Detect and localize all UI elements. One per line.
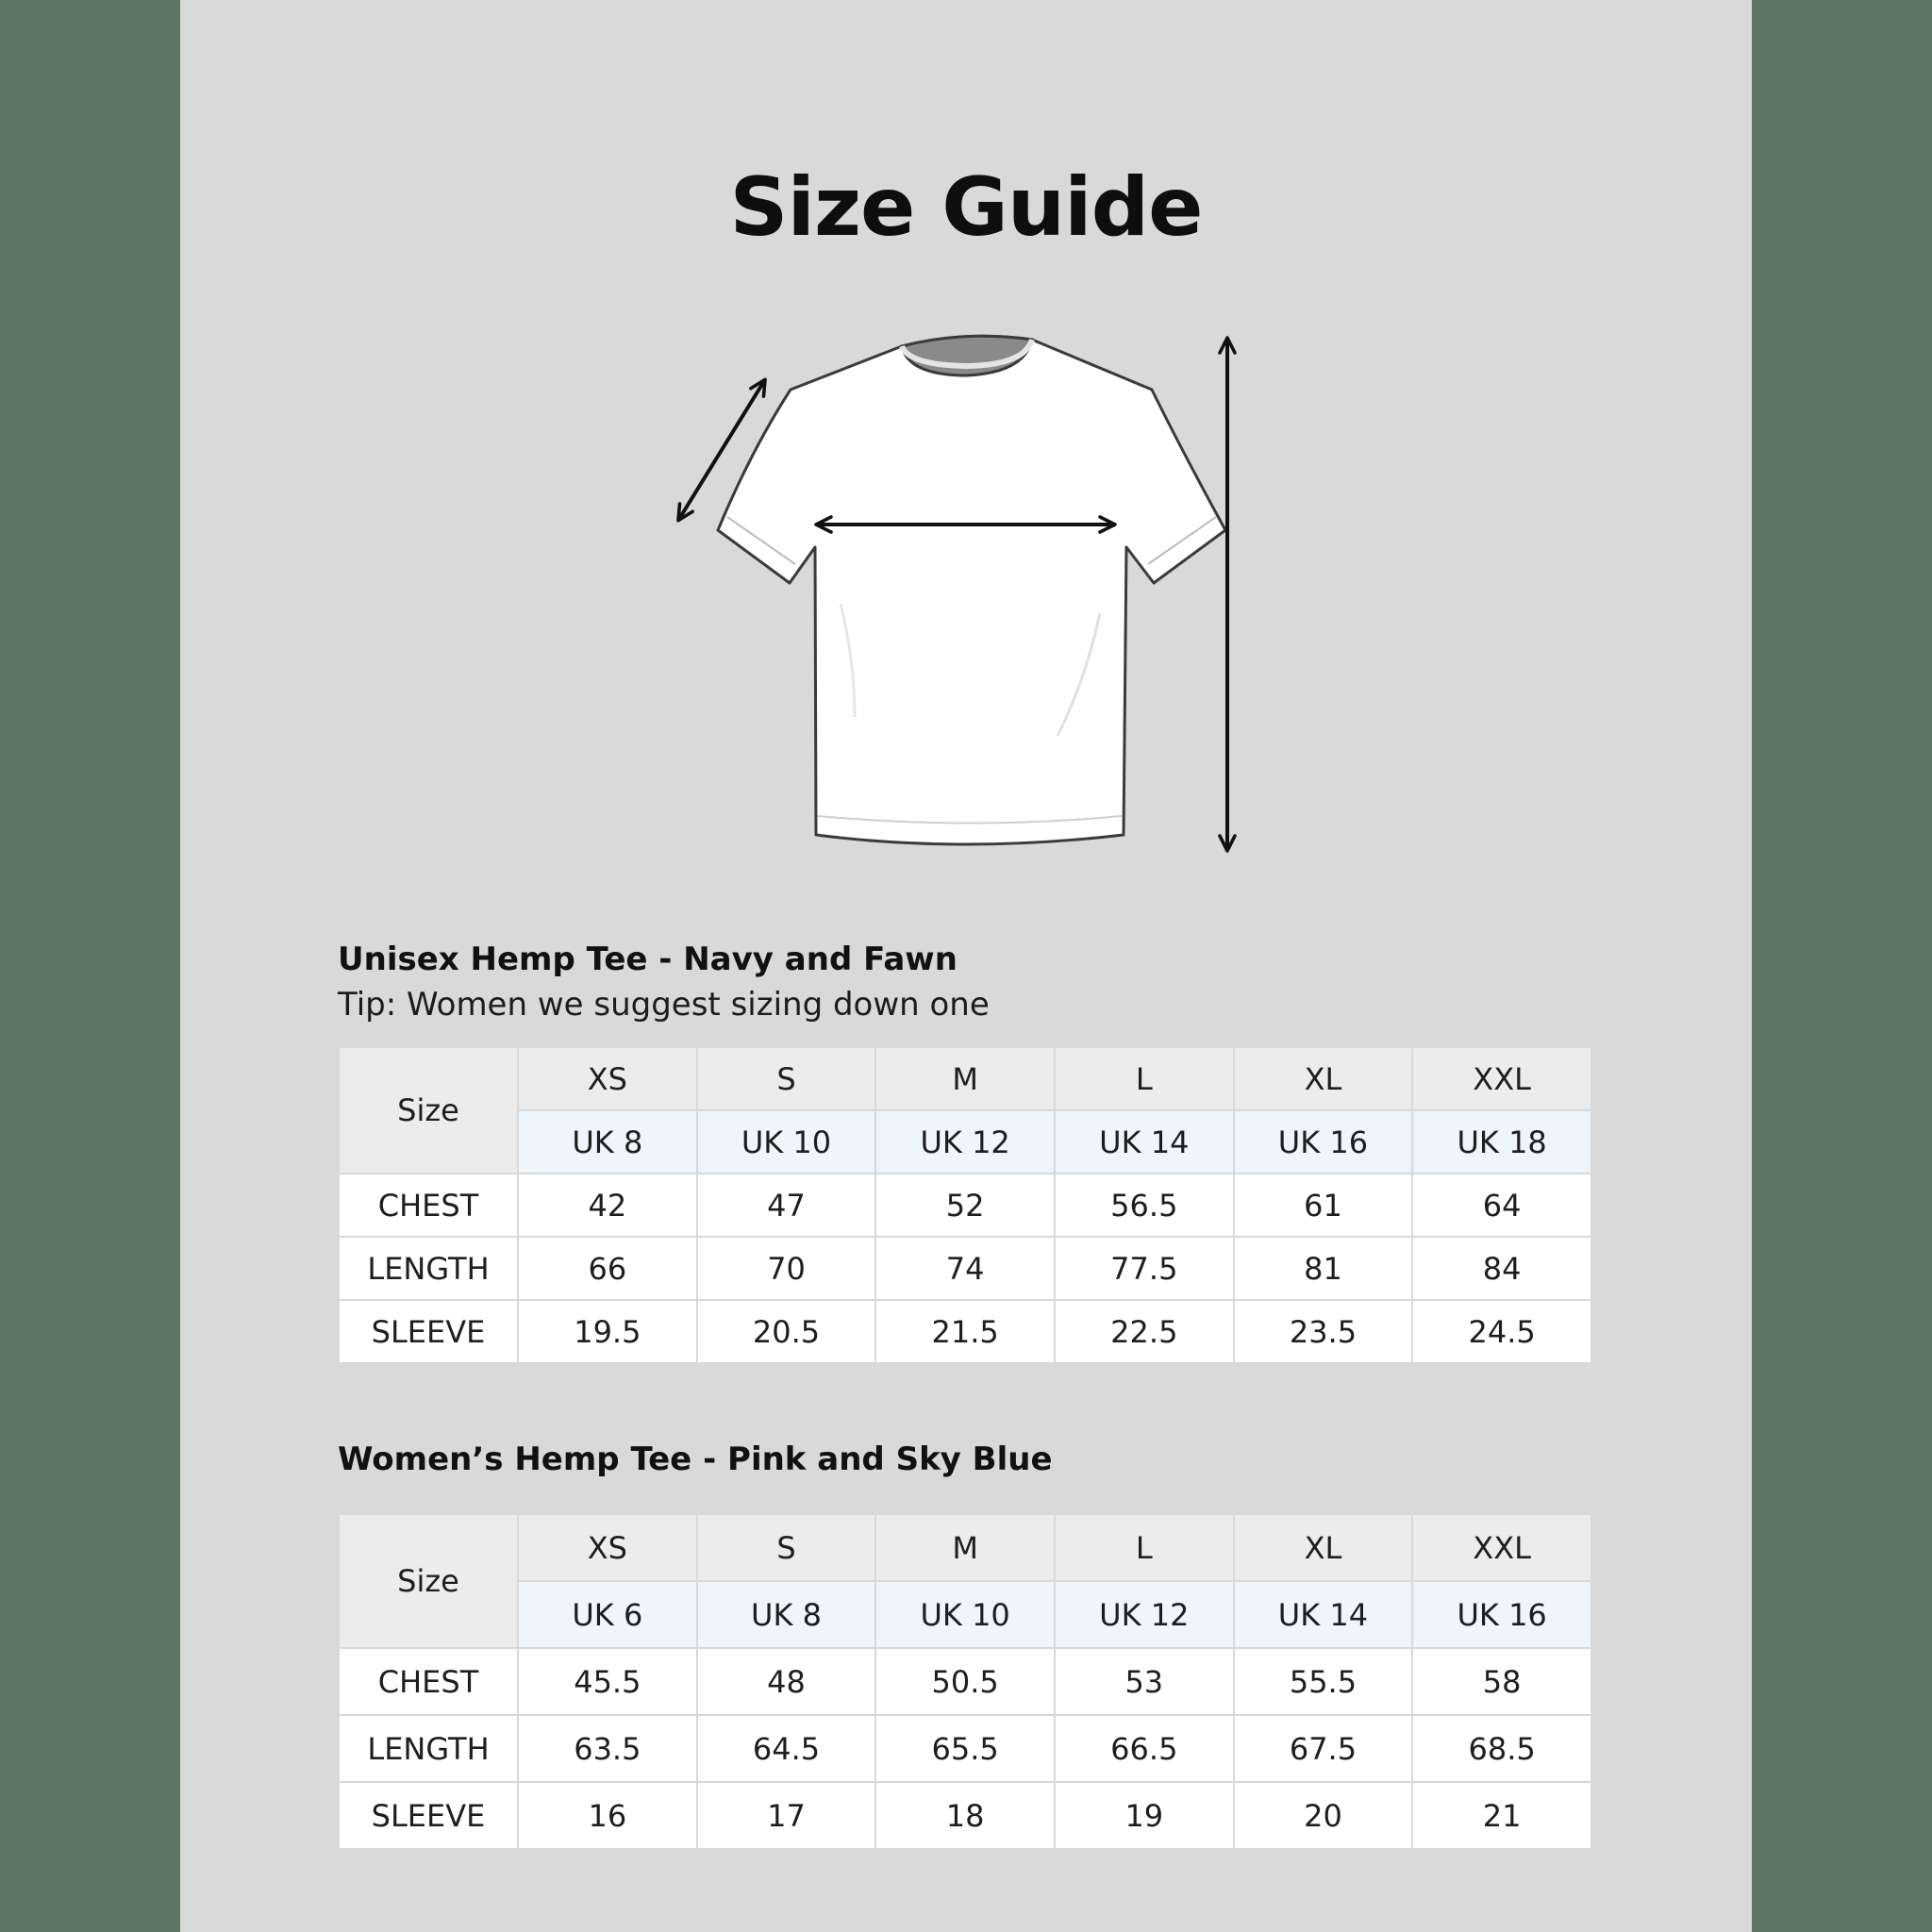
value-cell: 64.5	[697, 1715, 876, 1782]
value-cell: 20.5	[697, 1300, 876, 1363]
uk-size-cell: UK 12	[1055, 1581, 1234, 1648]
table-row	[339, 1782, 1591, 1849]
value-cell: 47	[697, 1174, 876, 1237]
size-cell: M	[875, 1514, 1055, 1581]
value-cell: 21	[1412, 1782, 1591, 1849]
value-cell: 24.5	[1412, 1300, 1591, 1363]
value-cell: 70	[697, 1237, 876, 1300]
size-guide-panel	[180, 0, 1752, 1932]
uk-size-cell: UK 12	[875, 1110, 1055, 1174]
row-label: SLEEVE	[339, 1782, 518, 1849]
size-cell: XS	[518, 1047, 697, 1110]
size-cell: XL	[1234, 1514, 1413, 1581]
value-cell: 42	[518, 1174, 697, 1237]
row-label: SLEEVE	[339, 1300, 518, 1363]
uk-size-cell: UK 16	[1412, 1581, 1591, 1648]
value-cell: 67.5	[1234, 1715, 1413, 1782]
value-cell: 61	[1234, 1174, 1413, 1237]
value-cell: 21.5	[875, 1300, 1055, 1363]
size-header-cell: Size	[339, 1514, 518, 1648]
size-cell: S	[697, 1514, 876, 1581]
uk-size-cell: UK 18	[1412, 1110, 1591, 1174]
value-cell: 53	[1055, 1648, 1234, 1715]
value-cell: 81	[1234, 1237, 1413, 1300]
size-header-cell: Size	[339, 1047, 518, 1174]
value-cell: 74	[875, 1237, 1055, 1300]
unisex-section-title: Unisex Hemp Tee - Navy and Fawn	[338, 941, 958, 978]
value-cell: 66	[518, 1237, 697, 1300]
uk-size-cell: UK 8	[518, 1110, 697, 1174]
value-cell: 23.5	[1234, 1300, 1413, 1363]
table-row	[339, 1174, 1591, 1237]
value-cell: 18	[875, 1782, 1055, 1849]
uk-size-cell: UK 16	[1234, 1110, 1413, 1174]
womens-section-title: Women’s Hemp Tee - Pink and Sky Blue	[338, 1441, 1053, 1478]
value-cell: 52	[875, 1174, 1055, 1237]
value-cell: 55.5	[1234, 1648, 1413, 1715]
value-cell: 68.5	[1412, 1715, 1591, 1782]
table-row	[339, 1237, 1591, 1300]
value-cell: 17	[697, 1782, 876, 1849]
uk-size-cell: UK 6	[518, 1581, 697, 1648]
value-cell: 64	[1412, 1174, 1591, 1237]
value-cell: 63.5	[518, 1715, 697, 1782]
value-cell: 19.5	[518, 1300, 697, 1363]
size-cell: XL	[1234, 1047, 1413, 1110]
table-row	[339, 1648, 1591, 1715]
value-cell: 77.5	[1055, 1237, 1234, 1300]
value-cell: 58	[1412, 1648, 1591, 1715]
row-label: CHEST	[339, 1648, 518, 1715]
tshirt-icon	[718, 336, 1225, 844]
tshirt-measurement-diagram	[180, 0, 1752, 924]
row-label: LENGTH	[339, 1715, 518, 1782]
size-cell: M	[875, 1047, 1055, 1110]
value-cell: 50.5	[875, 1648, 1055, 1715]
size-cell: XS	[518, 1514, 697, 1581]
page-title: Size Guide	[729, 160, 1203, 255]
uk-size-cell: UK 14	[1234, 1581, 1413, 1648]
table-row	[339, 1300, 1591, 1363]
uk-size-cell: UK 10	[697, 1110, 876, 1174]
unisex-size-table	[338, 1046, 1592, 1364]
table-row	[339, 1581, 1591, 1648]
value-cell: 22.5	[1055, 1300, 1234, 1363]
row-label: LENGTH	[339, 1237, 518, 1300]
row-label: CHEST	[339, 1174, 518, 1237]
table-row	[339, 1110, 1591, 1174]
table-row	[339, 1514, 1591, 1581]
value-cell: 66.5	[1055, 1715, 1234, 1782]
table-row	[339, 1715, 1591, 1782]
value-cell: 45.5	[518, 1648, 697, 1715]
size-cell: XXL	[1412, 1514, 1591, 1581]
value-cell: 65.5	[875, 1715, 1055, 1782]
value-cell: 20	[1234, 1782, 1413, 1849]
uk-size-cell: UK 14	[1055, 1110, 1234, 1174]
uk-size-cell: UK 8	[697, 1581, 876, 1648]
value-cell: 48	[697, 1648, 876, 1715]
womens-size-table	[338, 1513, 1592, 1850]
value-cell: 16	[518, 1782, 697, 1849]
value-cell: 56.5	[1055, 1174, 1234, 1237]
size-cell: L	[1055, 1047, 1234, 1110]
unisex-tip: Tip: Women we suggest sizing down one	[338, 986, 990, 1024]
table-row	[339, 1047, 1591, 1110]
value-cell: 19	[1055, 1782, 1234, 1849]
uk-size-cell: UK 10	[875, 1581, 1055, 1648]
size-cell: XXL	[1412, 1047, 1591, 1110]
size-cell: S	[697, 1047, 876, 1110]
size-cell: L	[1055, 1514, 1234, 1581]
value-cell: 84	[1412, 1237, 1591, 1300]
